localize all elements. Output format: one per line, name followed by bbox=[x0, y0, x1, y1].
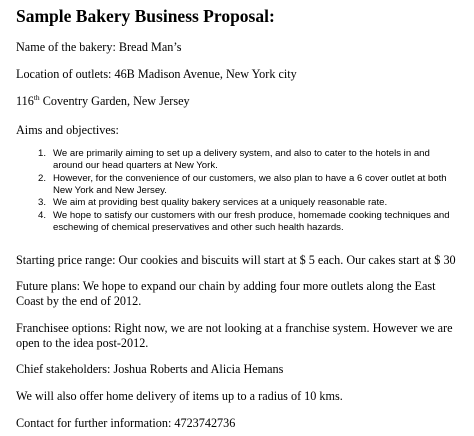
list-item-text: We hope to satisfy our customers with our fresh produce, homemade cooking techniques and eschewing of chemical preservatives and other such health hazards. bbox=[53, 209, 450, 233]
list-item-number: 2. bbox=[38, 172, 47, 184]
document-title: Sample Bakery Business Proposal: bbox=[16, 6, 275, 26]
future-plans-paragraph: Future plans: We hope to expand our chain by adding four more outlets along the East Coast by the end of 2012. bbox=[16, 279, 436, 308]
stakeholders-line: Chief stakeholders: Joshua Roberts and Alicia Hemans bbox=[16, 362, 284, 376]
contact-line: Contact for further information: 4723742736 bbox=[16, 416, 236, 430]
second-address-line bbox=[16, 94, 190, 108]
location-line: Location of outlets: 46B Madison Avenue, New York city bbox=[16, 67, 297, 81]
list-item-text: We aim at providing best quality bakery services at a uniquely reasonable rate. bbox=[53, 197, 388, 208]
franchisee-paragraph: Franchisee options: Right now, we are not looking at a franchise system. However we are open to the idea post-2012. bbox=[16, 321, 453, 350]
starting-price-line: Starting price range: Our cookies and biscuits will start at $ 5 each. Our cakes start at $ 30 bbox=[16, 253, 456, 267]
aims-heading: Aims and objectives: bbox=[16, 123, 119, 137]
list-item-number: 3. bbox=[38, 197, 47, 208]
delivery-line: We will also offer home delivery of items up to a radius of 10 kms. bbox=[16, 389, 343, 403]
bakery-name-line: Name of the bakery: Bread Man’s bbox=[16, 40, 182, 54]
list-item-number: 4. bbox=[38, 209, 47, 221]
list-item-text: We are primarily aiming to set up a delivery system, and also to cater to the hotels in and around our head quarters at New York. bbox=[53, 148, 430, 172]
list-item-text: However, for the convenience of our customers, we also plan to have a 6 cover outlet at both New York and New Jersey. bbox=[53, 172, 447, 196]
address-ordinal-suffix: th bbox=[33, 93, 40, 102]
address-rest: Coventry Garden, New Jersey bbox=[39, 94, 190, 108]
list-item-number: 1. bbox=[38, 148, 47, 159]
address-number: 116 bbox=[16, 94, 34, 108]
